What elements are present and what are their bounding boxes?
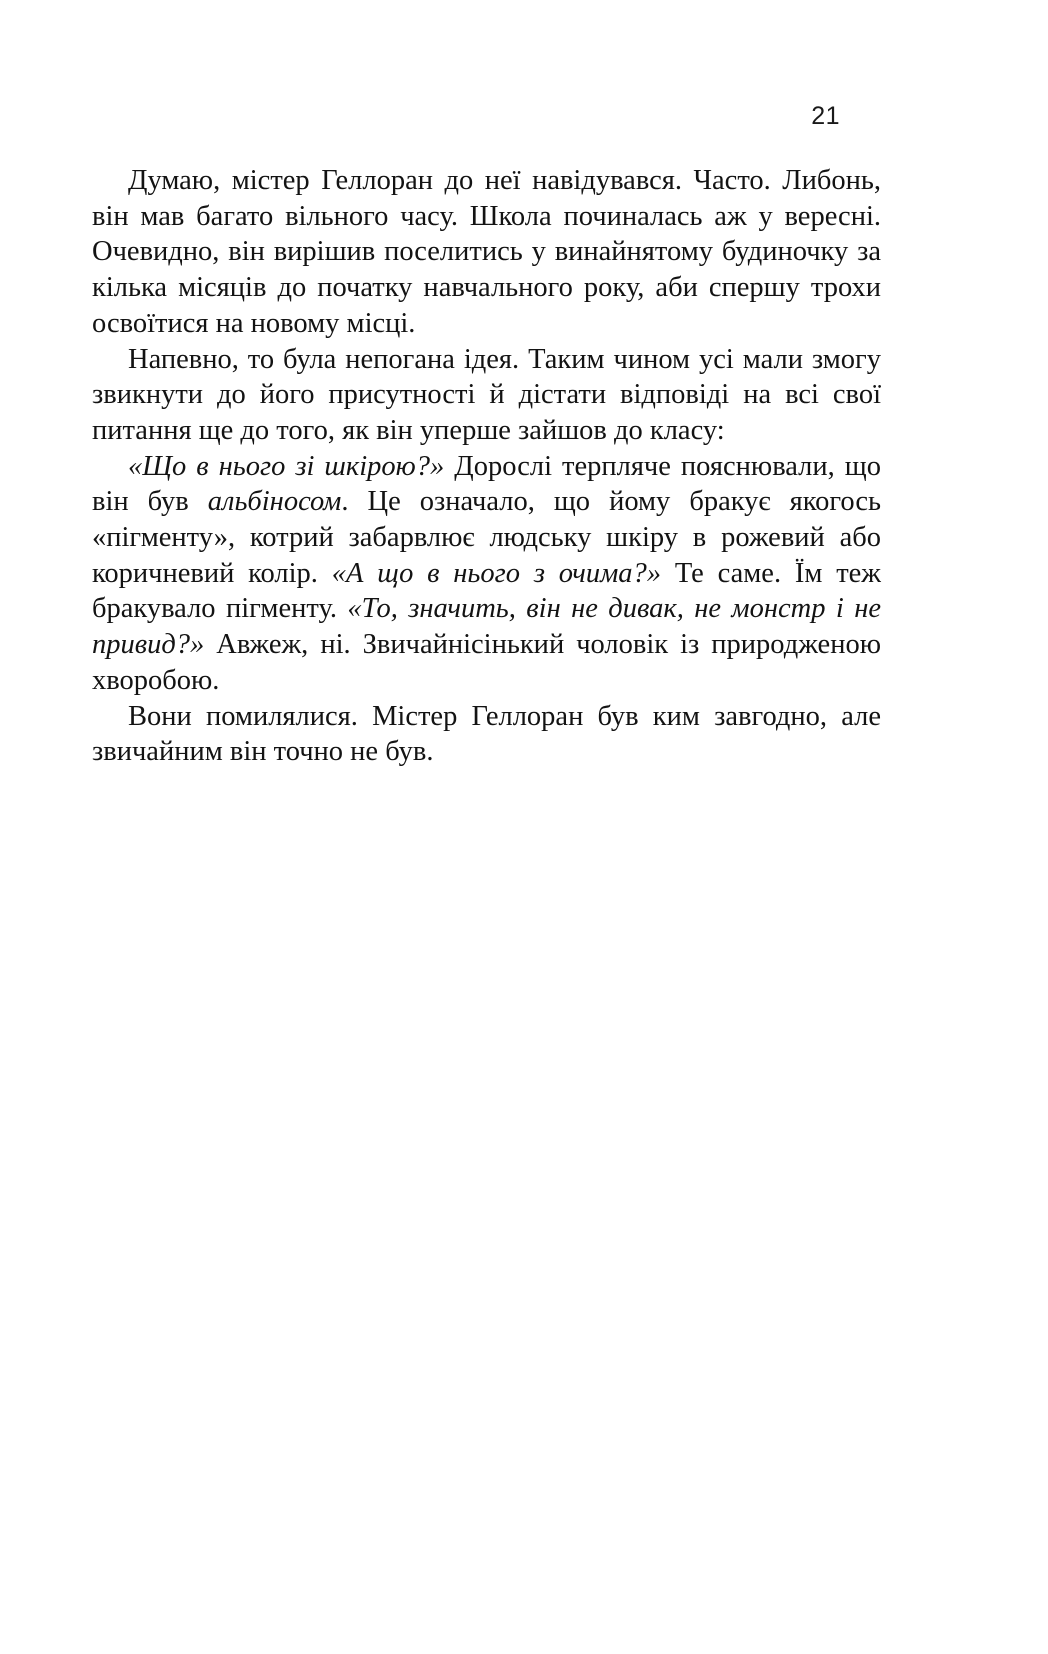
text-run: Вони помилялися. Містер Геллоран був ким завгодно, але звичайним він точно не був.	[92, 700, 881, 768]
body-text-block	[92, 163, 881, 770]
text-run: . Це означало, що йому бракує якогось «пігменту», котрий забарвлює людську шкіру в рожевий або коричневий колір.	[92, 486, 881, 589]
text-run: Дорослі терпляче пояснювали, що він був	[92, 450, 881, 518]
text-run: Авжеж, ні. Звичайнісінький чоловік із природженою хворобою.	[92, 629, 881, 696]
paragraph	[92, 163, 881, 342]
italic-run: «То, значить, він не дивак, не монстр і не привид?»	[92, 593, 881, 661]
paragraph	[92, 699, 881, 770]
page-number: 21	[811, 102, 840, 130]
text-run: Напевно, то була непогана ідея. Таким чином усі мали змогу звикнути до його присутності й дістати відповіді на всі свої питання ще до того, як він уперше зайшов до класу:	[92, 343, 881, 446]
text-run: Думаю, містер Геллоран до неї навідувався. Часто. Либонь, він мав багато вільного часу. Школа починалась аж у вересні. Очевидно, він вирішив поселитись у винайнятому будиночку за кілька місяців до початку навчального року, аби спершу трохи освоїтися на новому місці.	[92, 165, 881, 339]
italic-run: альбіносом	[207, 486, 342, 518]
paragraph	[92, 342, 881, 449]
text-run: Те саме. Їм теж бракувало пігменту.	[92, 557, 881, 625]
paragraph	[92, 449, 881, 699]
italic-run: «Що в нього зі шкірою?»	[128, 450, 445, 482]
italic-run: «А що в нього з очима?»	[331, 557, 662, 589]
